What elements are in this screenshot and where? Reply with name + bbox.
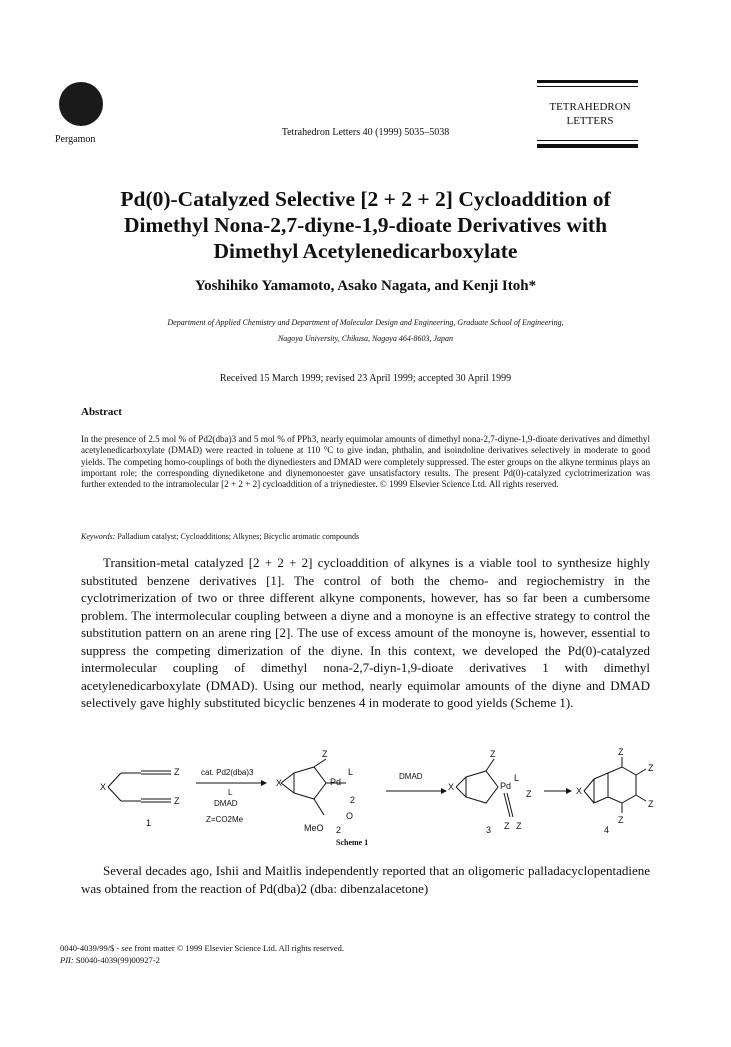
compound-1-structure: [100, 767, 180, 828]
journal-name-line1: TETRAHEDRON: [549, 101, 631, 113]
x-label: X: [100, 782, 107, 792]
publisher-logo: [59, 82, 103, 126]
abstract-text: In the presence of 2.5 mol % of Pd2(dba)3 and 5 mol % of PPh3, nearly equimolar amounts of dimethyl nona-2,7-diyne-1,9-dioate derivatives and dimethyl acetylenedicarboxylate (DMAD) were reacted in toluene at 110 °C to give indan, phthalin, and isoindoline derivatives selectively in moderate to good yields. The competing homo-couplings of both the diynediesters and DMAD were completely suppressed. The ester groups on the alkyne terminus plays an important role; the corresponding diynediketone and diynemonoester gave unsatisfactory results. The present Pd(0)-catalyzed cyclotrimerization was further extended to the intramolecular [2 + 2 + 2] cycloaddition of a triynediester. © 1999 Elsevier Science Ltd. All rights reserved.: [81, 434, 650, 490]
x-label: X: [276, 778, 283, 788]
pd-label: Pd: [500, 781, 512, 791]
reagent-catalyst: cat. Pd2(dba)3: [201, 768, 254, 777]
abstract-heading: Abstract: [81, 406, 122, 418]
header-rule-top-thin: [537, 86, 638, 87]
z-label: Z: [648, 799, 654, 809]
ligand-count: 2: [350, 795, 356, 805]
z-label: Z: [526, 789, 532, 799]
compound-3-structure: [448, 749, 532, 835]
footer-copyright: 0040-4039/99/$ - see front matter © 1999 Elsevier Science Ltd. All rights reserved.: [60, 943, 345, 953]
journal-name-line2: LETTERS: [566, 115, 614, 127]
keywords-label: Keywords:: [81, 532, 116, 541]
title-line: Dimethyl Nona-2,7-diyne-1,9-dioate Derivatives with: [123, 213, 608, 237]
received-dates: Received 15 March 1999; revised 23 April 1999; accepted 30 April 1999: [219, 373, 512, 384]
body-paragraph-2: [81, 862, 650, 897]
pii-label: PII:: [60, 955, 74, 965]
keywords-text: Palladium catalyst; Cycloadditions; Alkynes; Bicyclic aromatic compounds: [117, 532, 360, 541]
journal-reference: Tetrahedron Letters 40 (1999) 5035–5038: [281, 127, 450, 138]
scheme-1-figure: [96, 747, 656, 847]
header-rule-top: [537, 80, 638, 83]
affiliation-line: Department of Applied Chemistry and Department of Molecular Design and Engineering, Graduate School of Engineering,: [167, 318, 564, 327]
z-label: Z: [174, 796, 180, 806]
oxygen-label: O: [346, 811, 354, 821]
arrow2-reagent: DMAD: [399, 772, 423, 781]
z-label: Z: [618, 815, 624, 825]
header-rule-bottom: [537, 144, 638, 148]
publisher-name: Pergamon: [55, 134, 96, 145]
pii-value: S0040-4039(99)00927-2: [75, 955, 160, 965]
affiliation: [60, 315, 671, 347]
paragraph-text: Transition-metal catalyzed [2 + 2 + 2] cycloaddition of alkynes is a viable tool to synthesize highly substituted benzene derivatives [1]. The control of both the chemo- and regiochemistry in the cyclotrimerization of two or three different alkyne components, however, has so far been a cumbersome problem. The intermolecular coupling between a diyne and a monoyne is an effective strategy to control the substitution pattern on an arene ring [2]. The use of excess amount of the monoyne is, however, essential to suppress the competing dimerization of the diyne. In this context, we developed the Pd(0)-catalyzed intermolecular coupling of dimethyl nona-2,7-diyn-1,9-dioate derivatives 1 with dimethyl acetylenedicarboxylate (DMAD). Using our method, nearly equimolar amounts of the diyne and DMAD selectively gave highly substituted bicyclic benzenes 4 in moderate to good yields (Scheme 1).: [81, 555, 650, 710]
title-line: Dimethyl Acetylenedicarboxylate: [213, 239, 518, 263]
z-label: Z: [174, 767, 180, 777]
keywords: [81, 532, 650, 541]
compound-4-structure: [576, 747, 654, 835]
ligand-label: L: [514, 773, 520, 783]
title-line: Pd(0)-Catalyzed Selective [2 + 2 + 2] Cycloaddition of: [120, 187, 611, 211]
paper-title: [40, 186, 691, 264]
compound-2-structure: [276, 749, 355, 835]
authors: Yoshihiko Yamamoto, Asako Nagata, and Kenji Itoh*: [194, 278, 537, 294]
x-label: X: [448, 782, 455, 792]
z-label: Z: [490, 749, 496, 759]
z-label: Z: [322, 749, 328, 759]
affiliation-line: Nagoya University, Chikusa, Nagoya 464-8603, Japan: [277, 334, 454, 343]
pd-label: Pd: [330, 777, 342, 787]
z-label: Z: [516, 821, 522, 831]
compound-label-2: 2: [336, 825, 342, 835]
ligand-label: L: [348, 767, 354, 777]
z-label: Z: [648, 763, 654, 773]
paragraph-text: Several decades ago, Ishii and Maitlis independently reported that an oligomeric palladacyclopentadiene was obtained from the reaction of Pd(dba)2 (dba: dibenzalacetone): [81, 863, 650, 896]
reagent-ligand: L: [228, 788, 233, 797]
reagent-z-definition: Z=CO2Me: [206, 815, 244, 824]
compound-label-3: 3: [486, 825, 492, 835]
z-label: Z: [618, 747, 624, 757]
compound-label-4: 4: [604, 825, 610, 835]
reaction-arrow-1: [196, 768, 267, 824]
reaction-arrow-2: [386, 772, 447, 794]
reagent-dmad: DMAD: [214, 799, 238, 808]
reaction-arrow-3: [544, 788, 572, 794]
compound-label-1: 1: [146, 818, 152, 828]
x-label: X: [576, 786, 583, 796]
methoxy-label: MeO: [304, 823, 324, 833]
footer-pii: [60, 955, 160, 965]
header-rule-bottom-thin: [537, 140, 638, 141]
z-label: Z: [504, 821, 510, 831]
scheme-caption: Scheme 1: [336, 838, 369, 847]
body-paragraph-1: [81, 554, 650, 712]
